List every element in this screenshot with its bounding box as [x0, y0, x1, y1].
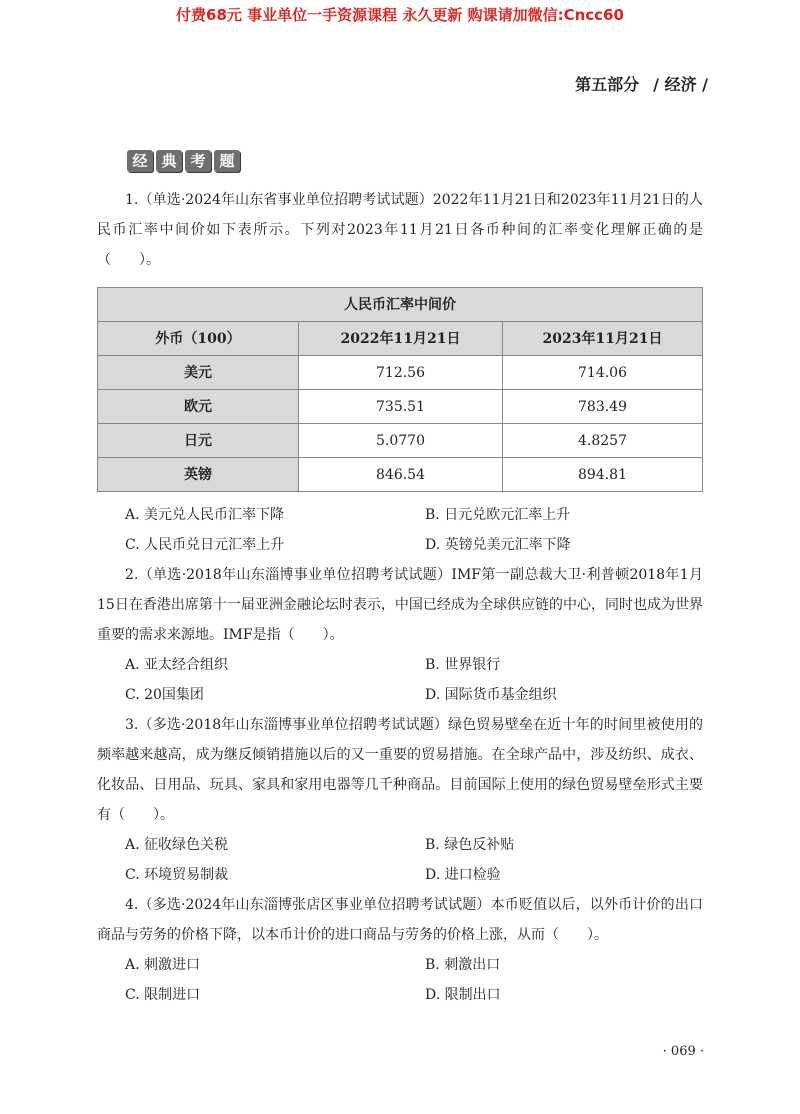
table-header-cell: 外币（100） — [98, 322, 299, 356]
badge-char: 典 — [156, 150, 182, 172]
table-row — [98, 458, 703, 492]
question-2-options — [125, 650, 703, 710]
option-d: D. 限制出口 — [425, 987, 501, 1003]
option-b: B. 世界银行 — [425, 657, 501, 673]
option-b: B. 日元兑欧元汇率上升 — [425, 507, 571, 523]
question-3-text: 3.（多选·2018年山东淄博事业单位招聘考试试题）绿色贸易壁垒在近十年的时间里被使用的频率越来越高，成为继反倾销措施以后的又一重要的贸易措施。在全球产品中，涉及纺织、成衣、化妆品、日用品、玩具、家具和家用电器等几千种商品。目前国际上使用的绿色贸易壁垒形式主要有（ ）。 — [97, 717, 703, 823]
question-4-text: 4.（多选·2024年山东淄博张店区事业单位招聘考试试题）本币贬值以后，以外币计价的出口商品与劳务的价格下降，以本币计价的进口商品与劳务的价格上涨，从而（ ）。 — [97, 897, 703, 943]
table-header-cell: 2022年11月21日 — [299, 322, 503, 356]
option-c: C. 人民币兑日元汇率上升 — [125, 537, 285, 553]
currency-cell: 欧元 — [98, 390, 299, 424]
table-title: 人民币汇率中间价 — [98, 288, 703, 322]
question-1-text: 1.（单选·2024年山东省事业单位招聘考试试题）2022年11月21日和2023年11月21日的人民币汇率中间价如下表所示。下列对2023年11月21日各币种间的汇率变化理解正确的是（ ）。 — [97, 192, 703, 268]
value-cell: 4.8257 — [503, 424, 703, 458]
table-header-row — [98, 322, 703, 356]
page-number: · 069 · — [662, 1044, 704, 1059]
currency-cell: 美元 — [98, 356, 299, 390]
header-section: / 经济 / — [653, 75, 708, 94]
value-cell: 894.81 — [503, 458, 703, 492]
table-header-cell: 2023年11月21日 — [503, 322, 703, 356]
option-d: D. 英镑兑美元汇率下降 — [425, 537, 571, 553]
badge-char: 题 — [214, 150, 240, 172]
option-d: D. 国际货币基金组织 — [425, 687, 557, 703]
question-list — [97, 185, 703, 1010]
running-header — [575, 72, 708, 95]
watermark-banner: 付费68元 事业单位一手资源课程 永久更新 购课请加微信:Cncc60 — [176, 6, 624, 24]
value-cell: 735.51 — [299, 390, 503, 424]
option-d: D. 进口检验 — [425, 867, 501, 883]
option-c: C. 环境贸易制裁 — [125, 867, 229, 883]
table-row — [98, 424, 703, 458]
currency-cell: 英镑 — [98, 458, 299, 492]
value-cell: 846.54 — [299, 458, 503, 492]
value-cell: 783.49 — [503, 390, 703, 424]
option-a: A. 征收绿色关税 — [125, 837, 229, 853]
exchange-rate-table — [97, 287, 703, 492]
option-a: A. 美元兑人民币汇率下降 — [125, 507, 285, 523]
header-part: 第五部分 — [575, 75, 640, 94]
currency-cell: 日元 — [98, 424, 299, 458]
option-c: C. 限制进口 — [125, 987, 201, 1003]
option-b: B. 绿色反补贴 — [425, 837, 515, 853]
table-row — [98, 390, 703, 424]
question-4-options — [125, 950, 703, 1010]
value-cell: 712.56 — [299, 356, 503, 390]
question-3-options — [125, 830, 703, 890]
option-c: C. 20国集团 — [125, 687, 204, 703]
badge-char: 经 — [127, 150, 153, 172]
question-1-options — [125, 500, 703, 560]
option-b: B. 刺激出口 — [425, 957, 501, 973]
table-row — [98, 356, 703, 390]
badge-char: 考 — [185, 150, 211, 172]
option-a: A. 亚太经合组织 — [125, 657, 229, 673]
value-cell: 714.06 — [503, 356, 703, 390]
option-a: A. 刺激进口 — [125, 957, 201, 973]
question-2-text: 2.（单选·2018年山东淄博事业单位招聘考试试题）IMF第一副总裁大卫·利普顿2018年1月15日在香港出席第十一届亚洲金融论坛时表示，中国已经成为全球供应链的中心，同时也成为世界重要的需求来源地。IMF是指（ ）。 — [97, 567, 703, 643]
value-cell: 5.0770 — [299, 424, 503, 458]
section-badge-classic-questions — [127, 150, 240, 172]
